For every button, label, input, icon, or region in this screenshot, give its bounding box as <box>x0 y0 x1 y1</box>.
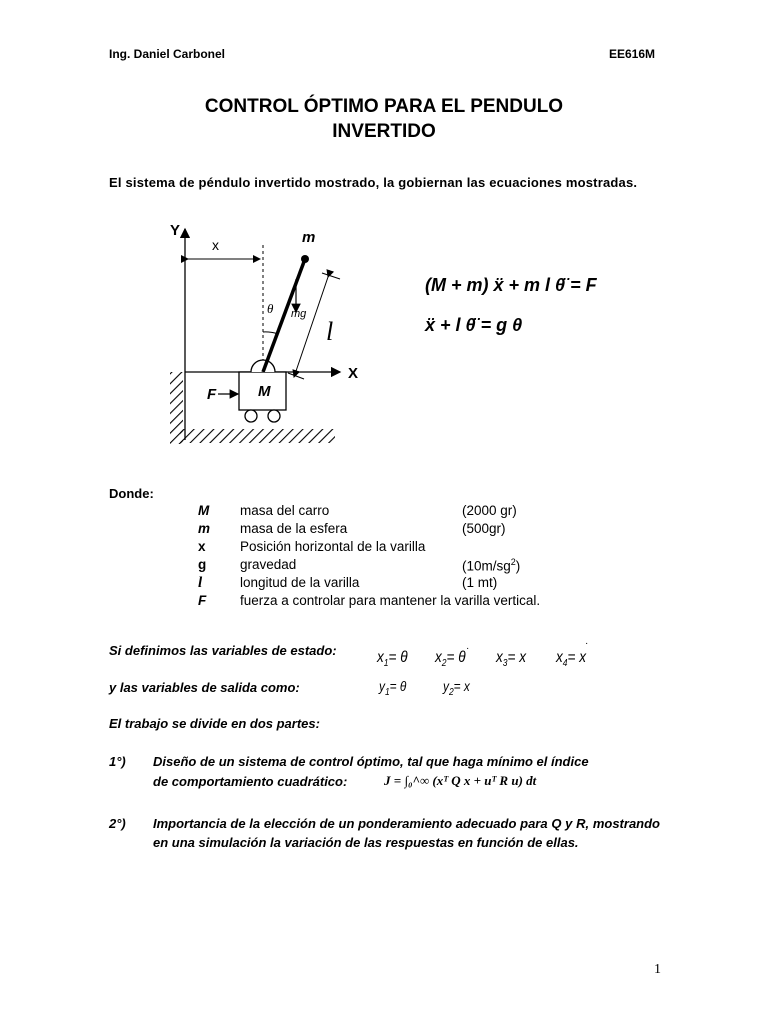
page-title <box>0 94 768 144</box>
def-value <box>462 557 520 574</box>
page-number: 1 <box>654 962 661 977</box>
x4-rhs: = x <box>567 649 587 666</box>
def-value: (1 mt) <box>462 575 498 590</box>
intro-paragraph: El sistema de péndulo invertido mostrado, la gobiernan las ecuaciones mostradas. <box>109 175 638 190</box>
force-label: F <box>207 386 217 403</box>
item-2-text: Importancia de la elección de un ponderamiento adecuado para Q y R, mostrando en una simulación la variación de las respuestas en función de ellas. <box>153 816 660 850</box>
output-y2 <box>443 678 470 698</box>
def-description: masa del carro <box>240 503 330 518</box>
mg-label: mg <box>291 308 307 320</box>
item-1-number: 1°) <box>109 754 126 769</box>
item-1-line-a: Diseño de un sistema de control óptimo, tal que haga mínimo el índice <box>153 754 589 769</box>
theta-arc <box>263 332 278 334</box>
cart-label: M <box>258 383 271 400</box>
equation-2: ẍ + l θ̈ = g θ <box>425 315 523 335</box>
header-course: EE616M <box>609 47 656 61</box>
header-author: Ing. Daniel Carbonel <box>109 47 226 61</box>
state-x3 <box>496 649 526 669</box>
output-y1 <box>379 678 406 698</box>
x1-subscript: 1 <box>383 658 389 670</box>
def-description: fuerza a controlar para mantener la varilla vertical. <box>240 593 541 608</box>
pendulum-mass <box>301 255 309 263</box>
title-line-1: CONTROL ÓPTIMO PARA EL PENDULO <box>204 96 564 117</box>
length-tick-bottom <box>288 373 304 379</box>
state-x4 <box>556 649 586 669</box>
def-value-main: (10m/sg <box>462 558 511 574</box>
definitions-list <box>198 503 658 618</box>
x1-symbol: x <box>377 649 384 666</box>
y1-subscript: 1 <box>384 686 390 698</box>
def-value: (500gr) <box>462 521 506 536</box>
x3-symbol: x <box>496 649 503 666</box>
title-line-2: INVERTIDO <box>332 121 436 142</box>
mass-m-label: m <box>302 229 316 246</box>
x4-subscript: 4 <box>562 658 568 670</box>
equation-1: (M + m) ẍ + m l θ̈ = F <box>425 275 597 295</box>
output-vars-label: y las variables de salida como: <box>109 680 300 695</box>
def-description: gravedad <box>240 557 297 572</box>
state-x1 <box>377 649 408 669</box>
def-symbol: F <box>198 593 207 608</box>
wheel-left <box>245 410 257 422</box>
x4-symbol: x <box>556 649 563 666</box>
x3-subscript: 3 <box>502 658 508 670</box>
def-value-sup: 2 <box>510 557 516 567</box>
def-symbol: l <box>198 575 203 591</box>
def-value-end: ) <box>515 558 521 574</box>
y-axis-label: Y <box>170 222 181 239</box>
x2-symbol: x <box>435 649 442 666</box>
x-axis-label: X <box>348 365 359 382</box>
y2-subscript: 2 <box>448 686 454 698</box>
x-distance-label: x <box>212 237 219 253</box>
def-symbol: m <box>198 521 211 536</box>
x4-dot: · <box>585 638 589 649</box>
wheel-right <box>268 410 280 422</box>
def-symbol: M <box>198 503 210 518</box>
def-description: Posición horizontal de la varilla <box>240 539 426 554</box>
floor-hatch <box>180 429 335 443</box>
def-description: masa de la esfera <box>240 521 348 536</box>
def-description: longitud de la varilla <box>240 575 360 590</box>
length-tick-top <box>322 273 340 279</box>
y2-rhs: = x <box>453 678 470 694</box>
def-symbol: x <box>198 539 206 554</box>
def-value: (2000 gr) <box>462 503 517 518</box>
state-vars-label: Si definimos las variables de estado: <box>109 643 337 658</box>
donde-label: Donde: <box>109 486 154 501</box>
y2-symbol: y <box>443 678 449 694</box>
x2-subscript: 2 <box>441 658 447 670</box>
item-1-line-b: de comportamiento cuadrático: <box>153 774 348 789</box>
x2-rhs: = θ <box>446 649 466 666</box>
length-dimension <box>294 277 328 377</box>
x3-rhs: = x <box>507 649 527 666</box>
x2-dot: · <box>466 643 470 654</box>
x1-rhs: = θ <box>388 649 408 666</box>
def-symbol: g <box>198 557 207 572</box>
cost-function-formula: J = ∫₀^∞ (xᵀ Q x + uᵀ R u) dt <box>384 773 537 788</box>
y1-symbol: y <box>379 678 385 694</box>
pendulum-diagram <box>150 215 390 450</box>
y1-rhs: = θ <box>389 678 407 694</box>
state-x2 <box>435 649 466 669</box>
work-label: El trabajo se divide en dos partes: <box>109 716 320 731</box>
item-2-number: 2°) <box>109 816 126 831</box>
length-label: l <box>326 317 334 346</box>
theta-label: θ <box>267 301 274 316</box>
